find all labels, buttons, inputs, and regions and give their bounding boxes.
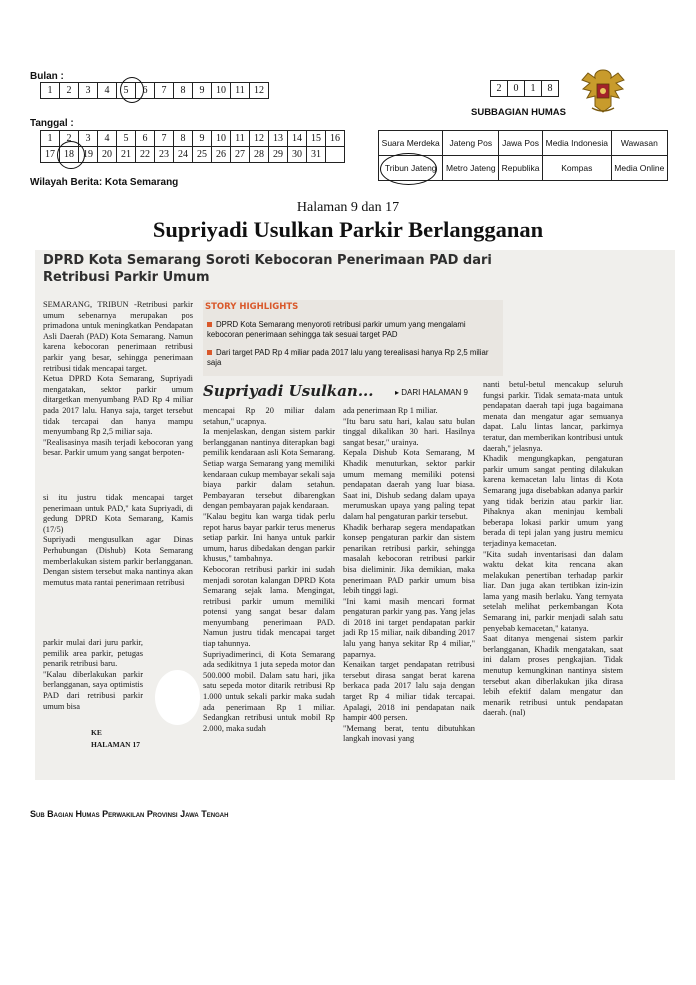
from-page: ▸ DARI HALAMAN 9 [395, 388, 468, 397]
blank-photo-area [155, 670, 200, 725]
publication-cell: Jawa Pos [499, 131, 543, 156]
highlights-label: STORY HIGHLIGHTS [205, 302, 299, 312]
highlight-item-1: DPRD Kota Semarang menyoroti retribusi parkir umum yang mengalami kebocoran penerimaan sehingga tak sesuai target PAD [207, 320, 466, 339]
publication-cell: Wawasan [611, 131, 667, 156]
footer-text: Sub Bagian Humas Perwakilan Provinsi Jawa Tengah [30, 809, 229, 819]
org-name: SUBBAGIAN HUMAS [471, 107, 566, 118]
bulan-grid [40, 82, 269, 99]
article-column-2: ada penerimaan Rp 1 miliar. "Itu baru satu hari, kalau satu bulan tinggal dikalikan 30 hari. Hasilnya sangat besar," urainya. Kepala Dishub Kota Semarang, M Khadik menuturkan, sektor parkir umum memang memiliki potensi pendapatan daerah yang luar biasa. Saat ini, Dishub sedang dalam upaya merumuskan upaya yang paling tepat dalam hal pengaturan parkir tersebut. Khadik berharap segera mendapatkan konsep pengaturan parkir dan sistem penarikan retribusi parkir, sehingga masalah kebocoran retribusi parkir bisa dieliminir. Jika demikian, maka penerimaan PAD parkir umum bisa lebih tinggi lagi. "Ini kami masih mencari format pengaturan parkir yang pas. Yang jelas di 2018 ini target pendapatan parkir jadi Rp 15 miliar, naik dibanding 2017 lalu yang hanya sekitar Rp 4 miliar," paparnya. Kenaikan target pendapatan retribusi tersebut dirasa sangat berat karena berkaca pada 2017 lalu saja dengan target Rp 4 miliar tidak tercapai. Apalagi, 2018 ini pendapatan naik hampir 400 persen. "Memang berat, tentu dibutuhkan langkah inovasi yang [343, 406, 475, 744]
tanggal-cell: 19 [79, 147, 98, 163]
bulan-cell: 9 [193, 83, 212, 99]
publication-circle-mark [380, 153, 437, 185]
continued-title: Supriyadi Usulkan... [203, 382, 374, 400]
tanggal-cell: 26 [212, 147, 231, 163]
bulan-label: Bulan : [30, 71, 64, 82]
bullet-icon [207, 322, 212, 327]
tanggal-cell: 4 [98, 131, 117, 147]
tanggal-cell: 1 [41, 131, 60, 147]
date-circle-mark [57, 141, 85, 169]
year-cell: 8 [542, 81, 559, 97]
lead-column-text-2: si itu justru tidak mencapai target penerimaan untuk PAD," kata Supriyadi, di gedung DPRD Kota Semarang, Kamis (17/5) Supriyadi mengusulkan agar Dinas Perhubungan (Dishub) Kota Semarang memberlakukan sistem parkir berlangganan. Dengan sistem tersebut maka nantinya akan memutus mata rantai penerimaan retribusi [43, 493, 193, 587]
lead-column-text: SEMARANG, TRIBUN -Retribusi parkir umum sebenarnya merupakan pos primadona untuk meningkatkan Pendapatan Asli Daerah (PAD) Kota Semarang. Namun karena kebocoran penerimaan retribusi parkir yang besar, sehingga penerimaan retribusi tidak mencapai target. Ketua DPRD Kota Semarang, Supriyadi mengatakan, sektor parkir umum ditargetkan menyumbang PAD Rp 4 miliar pada 2017 lalu. Hanya saja, target tersebut tidak tercapai dan hanya mampu menyumbang Rp 2,5 miliar saja. "Realisasinya masih terjadi kebocoran yang besar. Parkir umum yang sangat berpoten- [43, 300, 193, 458]
tanggal-cell: 25 [193, 147, 212, 163]
tanggal-cell [326, 147, 345, 163]
tanggal-cell: 6 [136, 131, 155, 147]
bulan-cell: 11 [231, 83, 250, 99]
bulan-cell: 1 [41, 83, 60, 99]
continued-page: HALAMAN 17 [91, 740, 140, 749]
tanggal-cell: 15 [307, 131, 326, 147]
tanggal-cell: 20 [98, 147, 117, 163]
tanggal-cell: 14 [288, 131, 307, 147]
bulan-cell: 12 [250, 83, 269, 99]
garuda-emblem-icon [578, 64, 628, 116]
tanggal-cell: 27 [231, 147, 250, 163]
tanggal-cell: 23 [155, 147, 174, 163]
bullet-icon [207, 350, 212, 355]
publication-cell: Media Indonesia [542, 131, 611, 156]
bulan-cell: 2 [60, 83, 79, 99]
tanggal-cell: 28 [250, 147, 269, 163]
tanggal-cell: 3 [79, 131, 98, 147]
tanggal-cell: 31 [307, 147, 326, 163]
ke-label: KE [91, 728, 102, 737]
tanggal-cell: 7 [155, 131, 174, 147]
article-title: Supriyadi Usulkan Parkir Berlangganan [152, 217, 544, 242]
bulan-cell: 7 [155, 83, 174, 99]
publication-cell: Republika [499, 156, 543, 181]
highlight-item-2: Dari target PAD Rp 4 miliar pada 2017 lalu yang terealisasi hanya Rp 2,5 miliar saja [207, 348, 489, 367]
tanggal-cell: 8 [174, 131, 193, 147]
tanggal-cell: 22 [136, 147, 155, 163]
tanggal-cell: 24 [174, 147, 193, 163]
article-column-3: nanti betul-betul mencakup seluruh fungsi parkir. Tidak semata-mata untuk pendapatan daerah tapi juga bagaimana menata dan mengatur agar semuanya dapat. Lalu lintas lancar, parkirnya teratur, dan memberikan kontribusi untuk daerah," jelasnya. Khadik mengungkapkan, pengaturan parkir umum sangat penting dilakukan karena kemacetan lalu lintas di Kota Semarang juga disebabkan adanya parkir yang tidak berizin atau parkir liar. Pihaknya akan meninjau kembali beberapa lokasi parkir umum yang berada di tepi jalan yang justru memicu terjadinya kemacetan. "Kita sudah inventarisasi dan dalam waktu dekat kita rencana akan melakukan penertiban terhadap parkir liar. Dan juga akan tertibkan izin-izin lama yang masih berlaku. Yang ternyata setelah melihat perkembangan Kota Semarang ini, parkir menjadi salah satu penyebab kemacetan," katanya. Saat ditanya mengenai sistem parkir berlangganan, Khadik mengatakan, saat ini dalam proses pengkajian. Tidak menutup kemungkinan nantinya sistem tersebut akan diberlakukan jika dirasa lebih efektif dalam mengatur dan menarik retribusi untuk pendapatan daerah. (nal) [483, 380, 623, 718]
tanggal-cell: 30 [288, 147, 307, 163]
newspaper-clipping [35, 250, 675, 780]
year-grid [490, 80, 559, 97]
tanggal-grid [40, 130, 345, 163]
tanggal-cell: 11 [231, 131, 250, 147]
publication-cell: Metro Jateng [443, 156, 499, 181]
bulan-cell: 6 [136, 83, 155, 99]
tanggal-cell: 2 [60, 131, 79, 147]
month-circle-mark [120, 77, 144, 103]
tanggal-cell: 9 [193, 131, 212, 147]
bulan-cell: 8 [174, 83, 193, 99]
page-reference: Halaman 9 dan 17 [296, 200, 400, 215]
tanggal-cell: 17 [41, 147, 60, 163]
tanggal-cell: 21 [117, 147, 136, 163]
tanggal-cell: 13 [269, 131, 288, 147]
article-column-1: mencapai Rp 20 miliar dalam setahun," ucapnya. Ia menjelaskan, dengan sistem parkir berlangganan nantinya diterapkan bagi pemilik kendaraan asli Kota Semarang. Setiap warga Semarang yang memiliki kendaraan cukup membayar sekali saja biaya parkir dalam setahun. Pembayaran tersebut dibarengkan dengan pembayaran pajak kendaraan. "Kalau begitu kan warga tidak perlu repot harus bayar parkir terus menerus setiap parkir. Ini hanya untuk parkir umum, harus dibedakan dengan parkir khusus," tambahnya. Kebocoran retribusi parkir ini sudah menjadi sorotan kalangan DPRD Kota Semarang sejak lama. Mengingat, retribusi parkir umum memiliki potensi yang sangat besar dalam menyumbang penerimaan PAD. Namun justru tidak mencapai target tiap tahunnya. Supriyadimerinci, di Kota Semarang ada sedikitnya 1 juta sepeda motor dan 500.000 mobil. Dalam satu hari, jika satu sepeda motor ditarik retribusi Rp 1.000 untuk sekali parkir maka sudah ada penerimaan Rp 1 miliar. Sedangkan retribusi untuk mobil Rp 2.000, maka sudah [203, 406, 335, 733]
wilayah-berita: Wilayah Berita: Kota Semarang [30, 177, 179, 188]
publication-cell: Suara Merdeka [379, 131, 443, 156]
year-cell: 1 [525, 81, 542, 97]
tanggal-cell: 10 [212, 131, 231, 147]
tanggal-cell: 18 [60, 147, 79, 163]
bulan-cell: 10 [212, 83, 231, 99]
publication-cell: Jateng Pos [443, 131, 499, 156]
bulan-cell: 3 [79, 83, 98, 99]
clipping-subtitle: DPRD Kota Semarang Soroti Kebocoran Penerimaan PAD dari Retribusi Parkir Umum [43, 253, 492, 285]
tanggal-cell: 16 [326, 131, 345, 147]
tanggal-cell: 5 [117, 131, 136, 147]
tanggal-label: Tanggal : [30, 118, 74, 129]
lead-column-text-3: parkir mulai dari juru parkir, pemilik area parkir, petugas penarik retribusi baru. "Kalau diberlakukan parkir berlangganan, saya optimistis PAD dari retribusi parkir umum bisa [43, 638, 143, 711]
publication-cell: Kompas [542, 156, 611, 181]
publication-cell: Media Online [611, 156, 667, 181]
tanggal-cell: 12 [250, 131, 269, 147]
year-cell: 0 [508, 81, 525, 97]
tanggal-cell: 29 [269, 147, 288, 163]
bulan-cell: 4 [98, 83, 117, 99]
year-cell: 2 [491, 81, 508, 97]
bulan-cell: 5 [117, 83, 136, 99]
story-highlights-box [203, 300, 503, 376]
publication-cell: Tribun Jateng [379, 156, 443, 181]
